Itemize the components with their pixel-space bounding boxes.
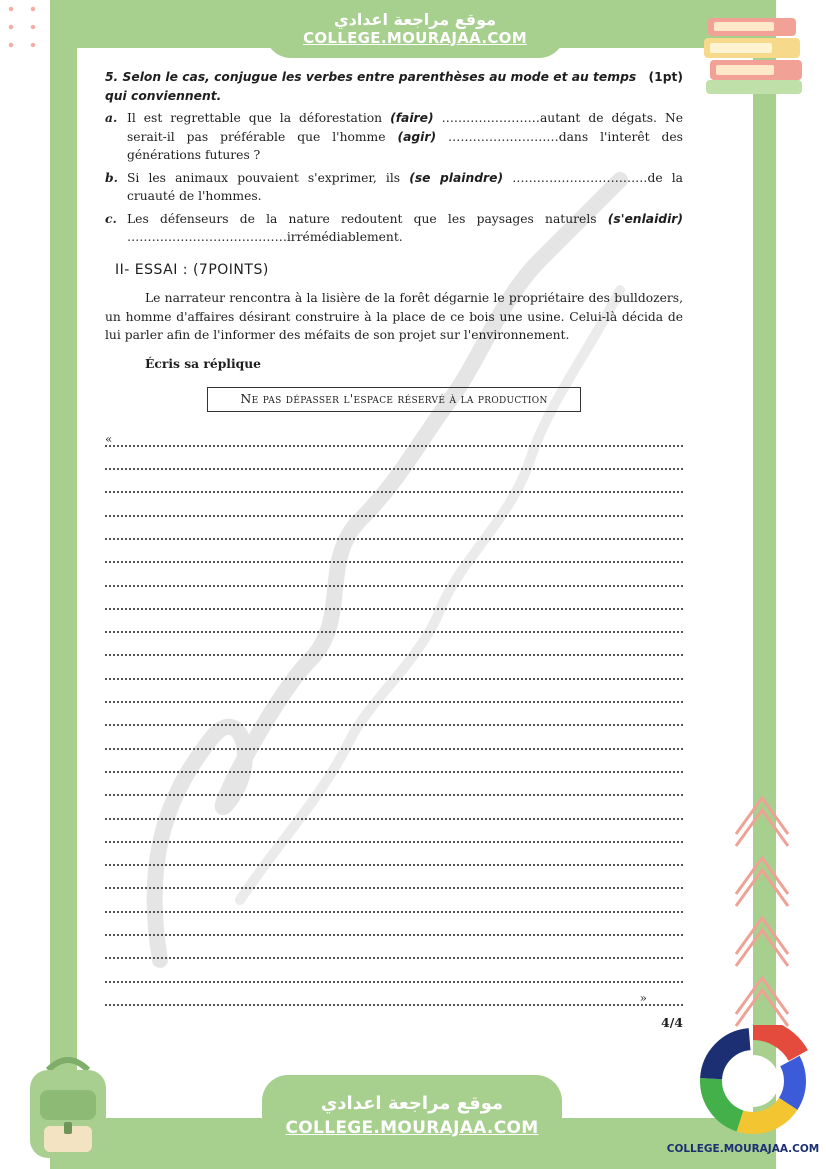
essay-title: II- ESSAI : (7POINTS) xyxy=(115,261,269,278)
answer-line[interactable] xyxy=(105,470,683,493)
exam-content xyxy=(105,68,683,1032)
header-arabic-title: موقع مراجعة اعدادي xyxy=(333,10,497,29)
verb-hint: (se plaindre) xyxy=(409,170,504,185)
answer-line[interactable] xyxy=(105,703,683,726)
header-banner xyxy=(265,0,565,58)
item-text: Si les animaux pouvaient s'exprimer, ils (se plaindre) ……………………………de la cruauté de l'hommes. xyxy=(127,170,683,203)
answer-line[interactable] xyxy=(105,983,683,1006)
answer-line[interactable] xyxy=(105,424,683,447)
question-item-b xyxy=(105,169,683,206)
answer-line[interactable] xyxy=(105,959,683,982)
question-item-c xyxy=(105,210,683,247)
answer-line[interactable] xyxy=(105,843,683,866)
answer-line[interactable] xyxy=(105,656,683,679)
question-5-title: (1pt) 5. Selon le cas, conjugue les verbes entre parenthèses au mode et au temps qui conviennent. xyxy=(105,70,683,103)
answer-line[interactable] xyxy=(105,540,683,563)
answer-line[interactable] xyxy=(105,563,683,586)
essay-prompt: Le narrateur rencontra à la lisière de la forêt dégarnie le propriétaire des bulldozers, un homme d'affaires désirant construire à la place de ce bois une usine. Celui-là décida de lui parler afin de l'informer des méfaits de son projet sur l'environnement. xyxy=(105,291,683,342)
books-icon xyxy=(700,8,810,98)
answer-line[interactable] xyxy=(105,936,683,959)
open-quote: « xyxy=(105,431,113,446)
answer-line[interactable] xyxy=(105,517,683,540)
header-site-link[interactable]: COLLEGE.MOURAJAA.COM xyxy=(303,29,527,47)
question-item-a xyxy=(105,109,683,165)
answer-line[interactable] xyxy=(105,889,683,912)
verb-hint: (s'enlaidir) xyxy=(607,211,683,226)
answer-lines[interactable] xyxy=(105,424,683,1006)
essay-instruction: Écris sa réplique xyxy=(145,355,261,371)
verb-hint: (agir) xyxy=(397,129,437,144)
answer-line[interactable] xyxy=(105,610,683,633)
item-text: Les défenseurs de la nature redoutent que les paysages naturels (s'enlaidir) …………………………………irrémédiablement. xyxy=(127,211,683,244)
space-notice: Ne pas dépasser l'espace réservé à la production xyxy=(207,387,581,412)
answer-line[interactable] xyxy=(105,866,683,889)
answer-line[interactable] xyxy=(105,493,683,516)
answer-line[interactable] xyxy=(105,796,683,819)
close-quote: » xyxy=(639,990,647,1005)
item-label: a. xyxy=(105,110,118,125)
item-label: b. xyxy=(105,169,118,185)
footer-site-link[interactable]: COLLEGE.MOURAJAA.COM xyxy=(285,1118,539,1138)
verb-hint: (faire) xyxy=(390,111,434,125)
answer-line[interactable] xyxy=(105,913,683,936)
logo-caption: COLLEGE.MOURAJAA.COM xyxy=(666,1143,820,1155)
item-label: c. xyxy=(105,210,117,226)
answer-line[interactable] xyxy=(105,633,683,656)
answer-line[interactable] xyxy=(105,587,683,610)
answer-line[interactable] xyxy=(105,726,683,749)
answer-line[interactable] xyxy=(105,447,683,470)
page-number: 4/4 xyxy=(661,1014,683,1030)
answer-line[interactable] xyxy=(105,820,683,843)
footer-arabic-title: موقع مراجعة اعدادي xyxy=(320,1093,504,1114)
answer-line[interactable] xyxy=(105,680,683,703)
question-5-points: (1pt) xyxy=(648,70,683,84)
footer-banner xyxy=(262,1075,562,1165)
backpack-icon xyxy=(18,1050,118,1162)
item-text: Il est regrettable que la déforestation (faire) ……………………autant de dégats. Ne serait-il pas préférable que l'homme (agir) ………………………dans l'interêt des générations futures ? xyxy=(127,111,683,162)
answer-line[interactable] xyxy=(105,773,683,796)
school-logo-icon xyxy=(697,1025,809,1137)
chevron-up-icons xyxy=(732,790,792,1030)
answer-line[interactable] xyxy=(105,750,683,773)
